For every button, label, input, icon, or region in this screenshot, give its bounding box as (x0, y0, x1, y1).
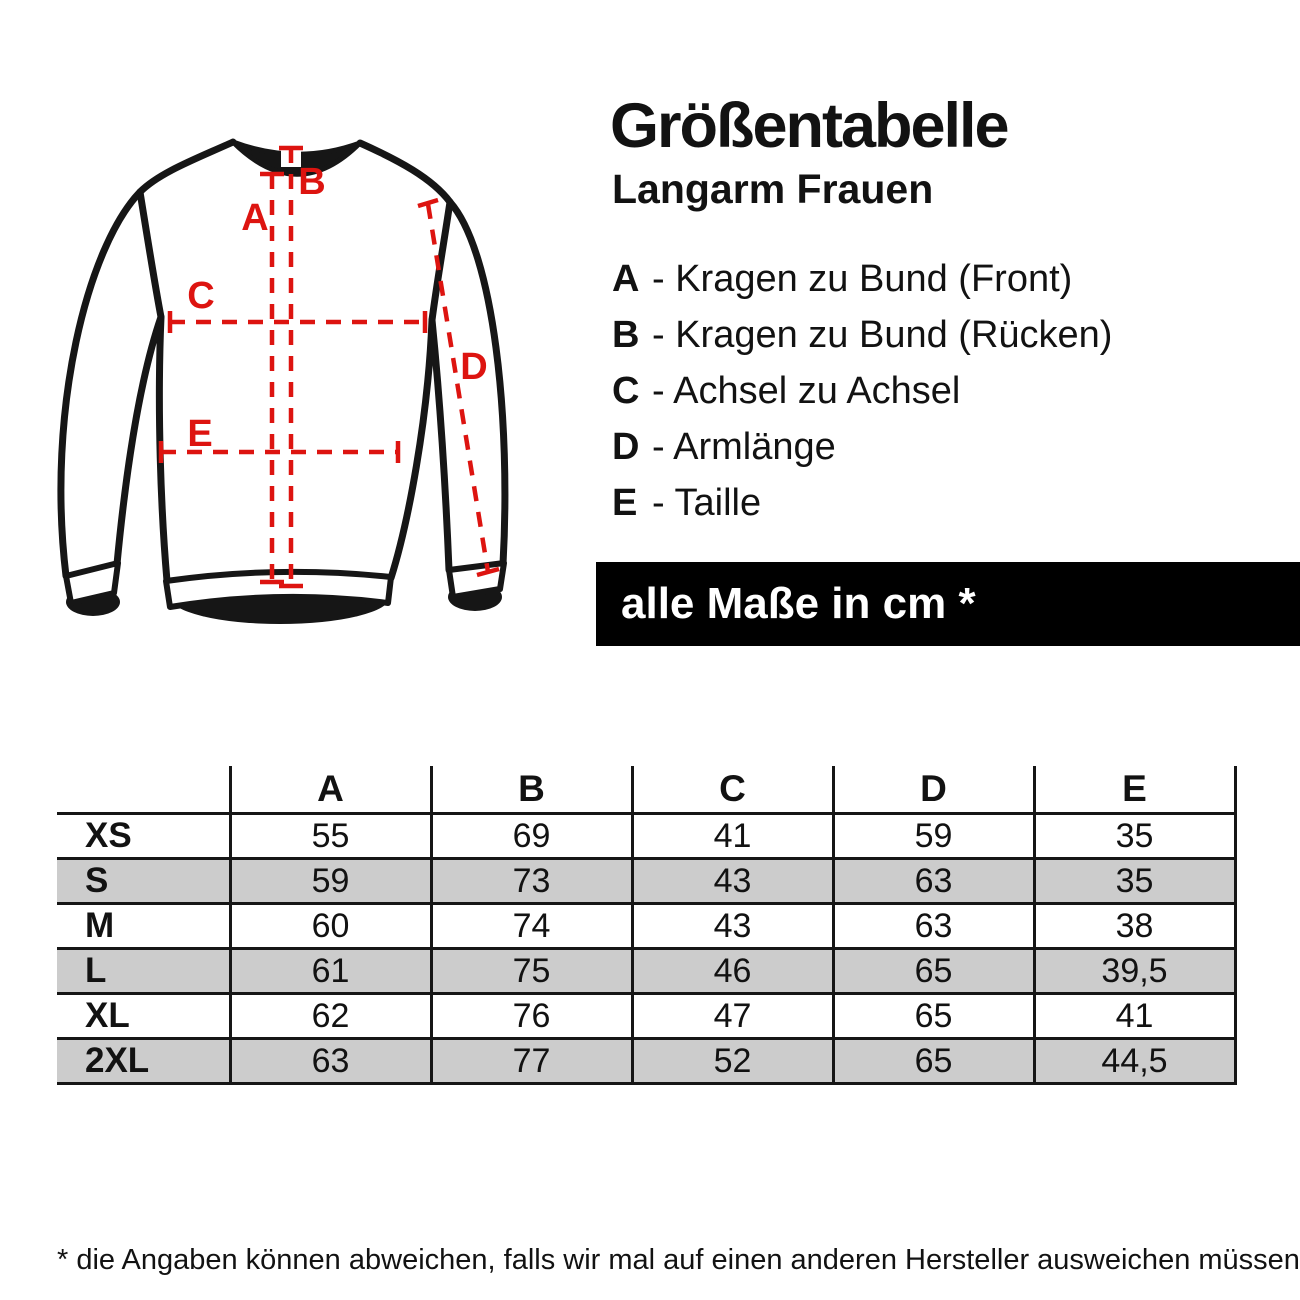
size-cell: 63 (230, 1039, 431, 1084)
measure-label-e: E (187, 413, 213, 455)
size-label: XL (85, 996, 130, 1035)
legend-item-c (612, 363, 1112, 419)
corner-cell (57, 766, 230, 814)
size-table (57, 766, 1237, 1085)
legend-text: - Armlänge (652, 425, 836, 468)
size-cell: 59 (230, 859, 431, 904)
col-header-d: D (833, 766, 1034, 814)
units-banner (596, 562, 1300, 646)
table-row-xl (57, 994, 1235, 1039)
legend-letter: B (612, 313, 640, 356)
legend-text: - Taille (652, 481, 762, 524)
legend-letter: C (612, 369, 640, 412)
size-cell: 65 (833, 1039, 1034, 1084)
size-cell: 35 (1034, 859, 1235, 904)
size-cell: 63 (833, 859, 1034, 904)
size-label: L (85, 951, 107, 990)
legend-item-d (612, 419, 1112, 475)
size-cell: 74 (431, 904, 632, 949)
sweatshirt-svg (30, 120, 590, 680)
col-header-a: A (230, 766, 431, 814)
page-subtitle: Langarm Frauen (612, 166, 934, 212)
measure-label-d: D (460, 346, 488, 388)
legend-text: - Kragen zu Bund (Rücken) (652, 313, 1113, 356)
size-cell: 41 (632, 814, 833, 859)
size-cell: 73 (431, 859, 632, 904)
size-cell: 75 (431, 949, 632, 994)
table-header-row (57, 766, 1235, 814)
measurement-legend (612, 251, 1112, 531)
size-label: 2XL (85, 1041, 150, 1080)
size-cell: 35 (1034, 814, 1235, 859)
size-cell: 46 (632, 949, 833, 994)
size-label: M (85, 906, 115, 945)
size-cell: 55 (230, 814, 431, 859)
sweatshirt-outline (61, 142, 505, 581)
size-cell: 39,5 (1034, 949, 1235, 994)
size-cell: 65 (833, 949, 1034, 994)
sweatshirt-diagram (30, 120, 590, 680)
legend-letter: D (612, 425, 640, 468)
legend-letter: A (612, 257, 640, 300)
footnote: * die Angaben können abweichen, falls wir mal auf einen anderen Hersteller ausweichen müssen (57, 1244, 1300, 1276)
size-cell: 38 (1034, 904, 1235, 949)
legend-text: - Kragen zu Bund (Front) (652, 257, 1073, 300)
size-cell: 77 (431, 1039, 632, 1084)
table-row-2xl (57, 1039, 1235, 1084)
size-label: S (85, 861, 109, 900)
size-cell: 60 (230, 904, 431, 949)
table-row-s (57, 859, 1235, 904)
legend-text: - Achsel zu Achsel (652, 369, 961, 412)
col-header-e: E (1034, 766, 1235, 814)
table-row-xs (57, 814, 1235, 859)
legend-item-b (612, 307, 1112, 363)
table-row-l (57, 949, 1235, 994)
size-cell: 43 (632, 904, 833, 949)
size-label: XS (85, 816, 132, 855)
size-cell: 61 (230, 949, 431, 994)
legend-letter: E (612, 481, 638, 524)
measure-label-c: C (187, 275, 215, 317)
size-cell: 47 (632, 994, 833, 1039)
col-header-b: B (431, 766, 632, 814)
measure-label-a: A (241, 197, 269, 239)
size-cell: 76 (431, 994, 632, 1039)
page-title: Größentabelle (610, 91, 1008, 161)
size-cell: 65 (833, 994, 1034, 1039)
col-header-c: C (632, 766, 833, 814)
size-cell: 44,5 (1034, 1039, 1235, 1084)
legend-item-a (612, 251, 1112, 307)
measure-label-b: B (298, 161, 326, 203)
size-cell: 62 (230, 994, 431, 1039)
size-cell: 63 (833, 904, 1034, 949)
size-cell: 52 (632, 1039, 833, 1084)
size-cell: 59 (833, 814, 1034, 859)
size-cell: 41 (1034, 994, 1235, 1039)
units-banner-text: alle Maße in cm * (621, 579, 976, 628)
size-cell: 69 (431, 814, 632, 859)
size-cell: 43 (632, 859, 833, 904)
table-row-m (57, 904, 1235, 949)
legend-item-e (612, 475, 1112, 531)
